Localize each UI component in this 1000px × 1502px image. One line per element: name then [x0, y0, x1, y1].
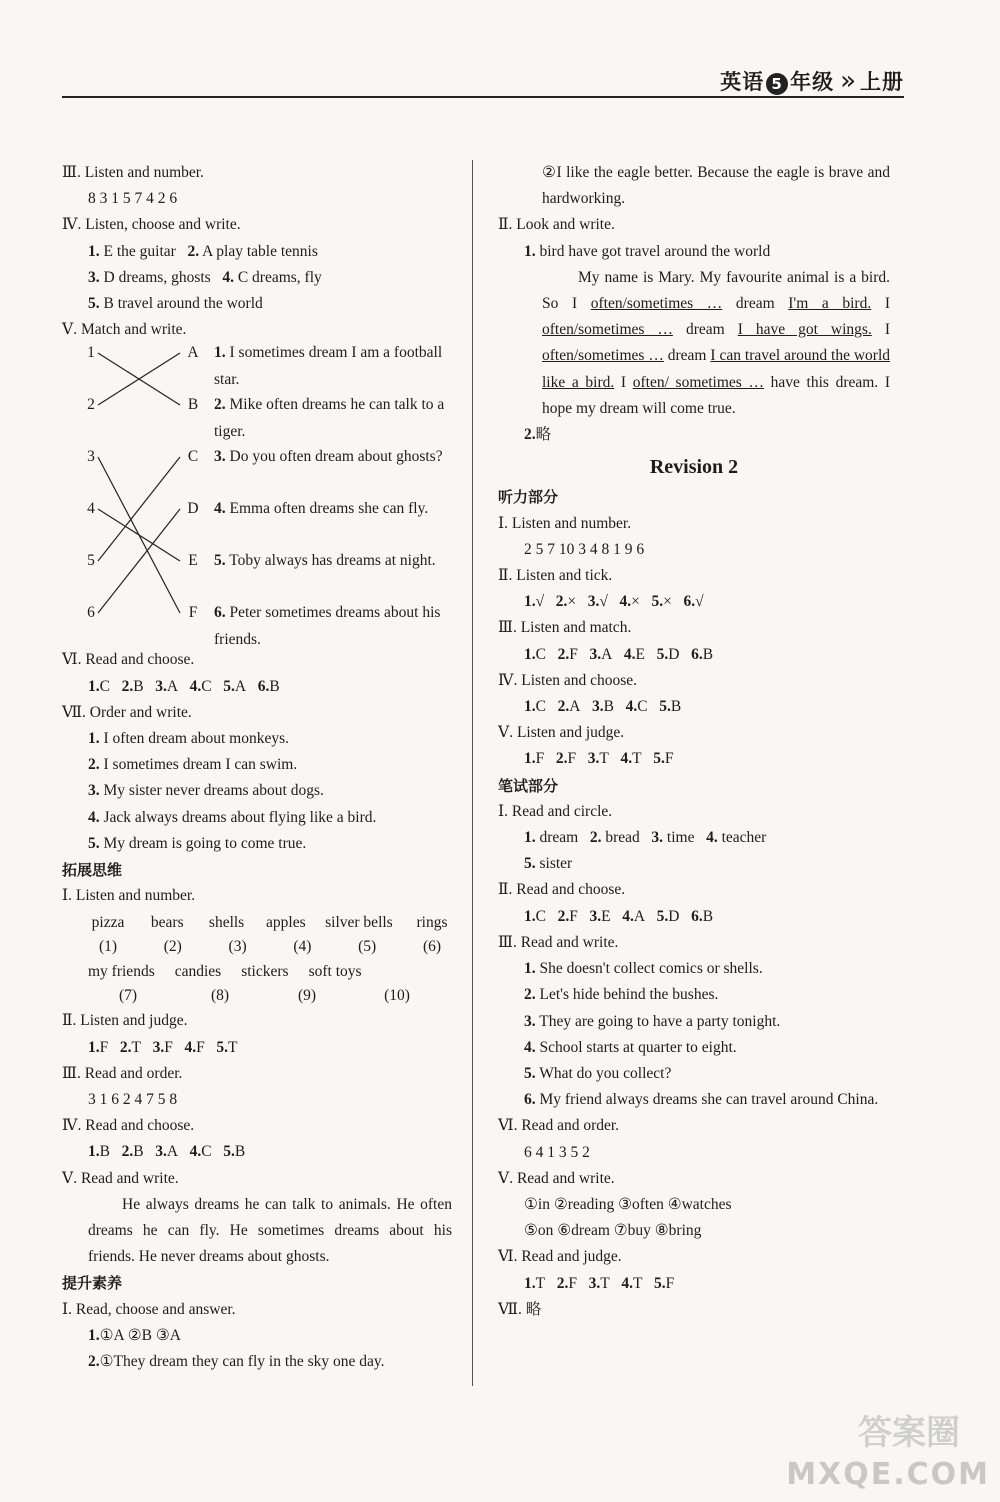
section-title: Ⅱ. Look and write.	[498, 216, 615, 234]
match-line-6-d	[98, 509, 180, 613]
list-item: 5. What do you collect?	[524, 1064, 672, 1082]
answer-line: 1. dream 2. bread 3. time 4. teacher	[524, 829, 767, 847]
matching-diagram	[62, 343, 452, 647]
match-right-label: C	[187, 448, 199, 466]
match-left-label: 6	[87, 604, 95, 622]
part-heading: 笔试部分	[498, 776, 559, 795]
answer-line: 1.C 2.F 3.E 4.A 5.D 6.B	[524, 907, 714, 925]
match-sentence: 3. Do you often dream about ghosts?	[214, 448, 443, 466]
answer-line: 8 3 1 5 7 4 2 6	[88, 190, 178, 208]
match-sentence: 2. Mike often dreams he can talk to a tiger.	[214, 396, 445, 440]
paragraph: He always dreams he can talk to animals. He often dreams he can fly. He sometimes dreams about his friends. He never dreams about ghosts.	[88, 1195, 452, 1266]
paragraph: ②I like the eagle better. Because the eagle is brave and hardworking.	[542, 164, 890, 208]
section-title: Ⅵ. Read and order.	[498, 1117, 620, 1135]
header-title	[720, 66, 904, 96]
double-chevron-icon: »	[840, 66, 850, 96]
match-line-5-c	[98, 457, 180, 561]
section-title: Ⅴ. Listen and judge.	[498, 724, 625, 742]
right-column	[498, 160, 890, 1323]
answer-line: ①in ②reading ③often ④watches	[524, 1195, 732, 1213]
list-item: 4. Jack always dreams about flying like a bird.	[88, 808, 377, 826]
answer-line: 5. B travel around the world	[88, 295, 263, 313]
section-title: Ⅴ. Match and write.	[62, 321, 187, 339]
answer-line: 3 1 6 2 4 7 5 8	[88, 1091, 178, 1109]
answer-line: 1.C 2.F 3.A 4.E 5.D 6.B	[524, 645, 714, 663]
answer-line: 1.C 2.B 3.A 4.C 5.A 6.B	[88, 677, 280, 695]
answer-line: 1.F 2.T 3.F 4.F 5.T	[88, 1038, 238, 1056]
answer-line: 2 5 7 10 3 4 8 1 9 6	[524, 540, 645, 558]
part-heading: 提升素养	[62, 1274, 123, 1293]
list-item: 5. My dream is going to come true.	[88, 834, 307, 852]
list-item: 6. My friend always dreams she can travel around China.	[524, 1091, 879, 1109]
answer-line: 1.①A ②B ③A	[88, 1326, 181, 1344]
answer-line: 6 4 1 3 5 2	[524, 1143, 590, 1161]
section-title: Ⅰ. Listen and number.	[498, 514, 632, 532]
match-left-label: 5	[87, 552, 95, 570]
list-item: 1. I often dream about monkeys.	[88, 730, 290, 748]
match-sentence: 5. Toby always has dreams at night.	[214, 552, 436, 570]
answer-grid-row: (7) (8) (9) (10)	[118, 987, 410, 1005]
match-left-label: 4	[87, 500, 95, 518]
section-title: Ⅴ. Read and write.	[498, 1169, 615, 1187]
list-item: 1. She doesn't collect comics or shells.	[524, 960, 763, 978]
answer-line: 1.√ 2.× 3.√ 4.× 5.× 6.√	[524, 593, 704, 611]
match-left-label: 3	[87, 448, 95, 466]
answer-line: 1.T 2.F 3.T 4.T 5.F	[524, 1274, 675, 1292]
answer-line: 5. sister	[524, 855, 573, 873]
list-item: 3. My sister never dreams about dogs.	[88, 782, 324, 800]
section-title: Ⅳ. Listen, choose and write.	[62, 216, 241, 234]
page-header	[62, 62, 904, 98]
answer-grid-row: (1) (2) (3) (4) (5) (6)	[98, 938, 442, 956]
answer-line: 2.略	[524, 426, 552, 444]
answer-line: 3. D dreams, ghosts 4. C dreams, fly	[88, 268, 322, 286]
header-grade: 年级	[790, 70, 835, 94]
section-title: Ⅲ. Listen and number.	[62, 164, 204, 181]
section-title: Ⅲ. Read and write.	[498, 933, 619, 951]
header-volume: 上册	[860, 70, 904, 94]
match-sentence: 6. Peter sometimes dreams about his friends.	[214, 604, 441, 648]
section-title: Ⅲ. Read and order.	[62, 1064, 183, 1082]
match-line-4-e	[98, 509, 180, 561]
match-left-label: 2	[87, 396, 95, 414]
list-item: 2. Let's hide behind the bushes.	[524, 986, 719, 1004]
answer-line: ⑤on ⑥dream ⑦buy ⑧bring	[524, 1222, 702, 1240]
revision-title: Revision 2	[649, 456, 739, 479]
answer-line: 1. E the guitar 2. A play table tennis	[88, 242, 318, 260]
part-heading: 听力部分	[498, 488, 559, 507]
column-divider	[472, 160, 473, 1386]
match-right-label: A	[187, 344, 199, 362]
section-title: Ⅶ. Order and write.	[62, 703, 192, 721]
answer-grid-row: pizza bears shells apples silver bells rings	[91, 914, 448, 932]
part-heading: 拓展思维	[62, 861, 123, 880]
match-sentence: 1. I sometimes dream I am a football star.	[214, 344, 443, 388]
list-item: 4. School starts at quarter to eight.	[524, 1038, 737, 1056]
section-title: Ⅰ. Read and circle.	[498, 802, 613, 820]
match-right-label: D	[187, 500, 199, 518]
answer-line: 1. bird have got travel around the world	[524, 242, 771, 260]
section-title: Ⅰ. Listen and number.	[62, 887, 196, 905]
section-title: Ⅲ. Listen and match.	[498, 619, 632, 637]
match-left-label: 1	[87, 344, 95, 362]
section-title: Ⅶ. 略	[498, 1300, 542, 1318]
answer-line: 2.①They dream they can fly in the sky one day.	[88, 1353, 385, 1371]
answer-grid-row: my friends candies stickers soft toys	[88, 963, 362, 981]
left-column	[62, 160, 452, 1375]
answer-line: 1.C 2.A 3.B 4.C 5.B	[524, 698, 682, 716]
section-title: Ⅴ. Read and write.	[62, 1169, 179, 1187]
section-title: Ⅱ. Listen and tick.	[498, 567, 613, 585]
section-title: Ⅳ. Listen and choose.	[498, 671, 638, 689]
answer-line: 1.B 2.B 3.A 4.C 5.B	[88, 1143, 246, 1161]
section-title: Ⅳ. Read and choose.	[62, 1117, 195, 1135]
watermark-logo: 答案圈	[858, 1413, 960, 1453]
answer-line: 1.F 2.F 3.T 4.T 5.F	[524, 750, 674, 768]
match-sentence: 4. Emma often dreams she can fly.	[214, 500, 429, 518]
match-right-label: F	[188, 604, 198, 622]
section-title: Ⅰ. Read, choose and answer.	[62, 1300, 236, 1318]
section-title: Ⅵ. Read and choose.	[62, 651, 195, 669]
section-title: Ⅵ. Read and judge.	[498, 1248, 622, 1266]
list-item: 2. I sometimes dream I can swim.	[88, 756, 298, 774]
match-right-label: B	[187, 396, 199, 414]
paragraph: My name is Mary. My favourite animal is a bird. So I often/sometimes … dream I'm a bird. I often/sometimes … dream I have got wings. I often/sometimes … dream I can travel around the world like a bird. I often/ sometimes … have this dream. I hope my dream will come true.	[542, 268, 891, 417]
match-right-label: E	[188, 552, 198, 570]
grade-number-badge: 5	[766, 73, 788, 95]
list-item: 3. They are going to have a party tonight.	[524, 1012, 781, 1030]
section-title: Ⅱ. Listen and judge.	[62, 1012, 188, 1030]
section-title: Ⅱ. Read and choose.	[498, 881, 626, 899]
watermark-url: MXQE.COM	[786, 1457, 990, 1492]
header-subject: 英语	[720, 70, 765, 94]
